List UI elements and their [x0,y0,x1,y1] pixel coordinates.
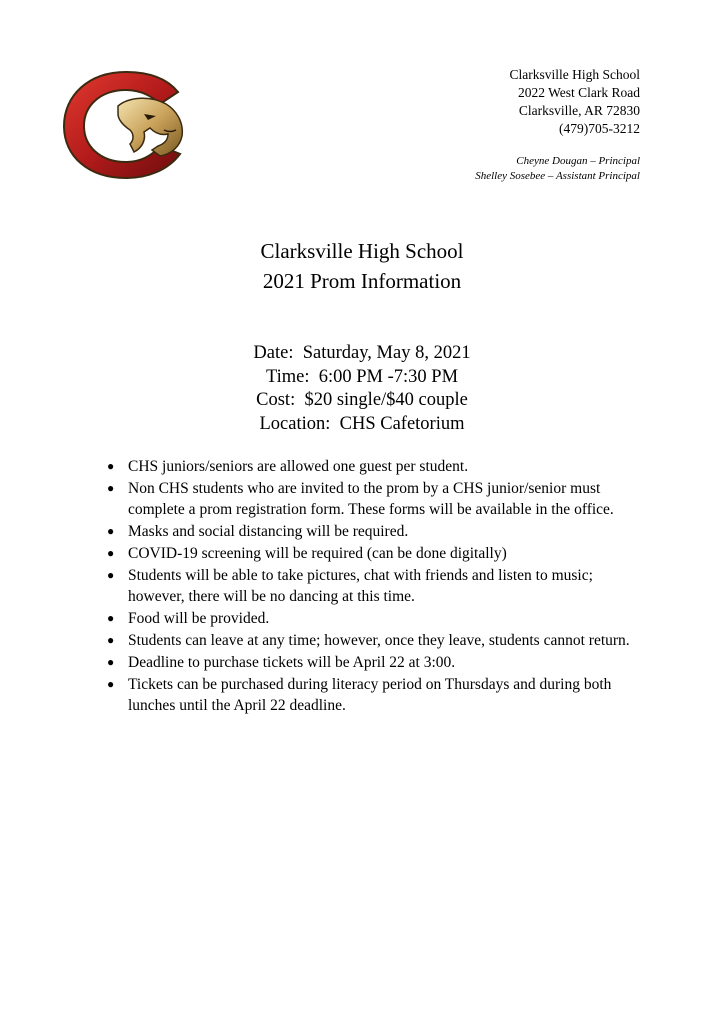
bullet-icon: ● [107,546,115,560]
list-item: ● Students will be able to take pictures, chat with friends and listen to music; however, there will be no dancing at this time. [107,567,593,605]
event-time: Time: 6:00 PM -7:30 PM [265,366,459,387]
list-item: ● Non CHS students who are invited to the prom by a CHS junior/senior must complete a prom registration form. These forms will be available in the office. [107,480,614,518]
event-cost: Cost: $20 single/$40 couple [256,390,468,410]
address-line: 2022 West Clark Road [517,85,640,100]
bullet-icon: ● [107,524,115,538]
list-item: ● Students can leave at any time; however, once they leave, students cannot return. [107,632,630,649]
bullet-icon: ● [107,633,115,647]
assistant-principal: Shelley Sosebee – Assistant Principal [475,170,640,182]
title-event: 2021 Prom Information [262,269,462,293]
principal: Cheyne Dougan – Principal [516,155,640,167]
bullet-icon: ● [107,568,115,582]
list-item: ● Tickets can be purchased during literacy period on Thursdays and during both lunches until the April 22 deadline. [107,676,612,714]
list-item: ● Food will be provided. [107,610,270,627]
list-item: ● CHS juniors/seniors are allowed one guest per student. [107,458,469,475]
event-location: Location: CHS Cafetorium [259,413,465,434]
document-title [0,236,724,296]
event-details [0,342,724,436]
bullet-icon: ● [107,677,115,691]
administrators [475,154,640,184]
bullet-icon: ● [107,481,115,495]
school-address [510,66,641,138]
bullet-icon: ● [107,611,115,625]
list-item: ● COVID-19 screening will be required (can be done digitally) [107,545,507,562]
event-date: Date: Saturday, May 8, 2021 [253,343,471,363]
cougar-c-logo-icon [60,70,188,180]
bullet-icon: ● [107,459,115,473]
phone-number: (479)705-3212 [559,121,640,136]
prom-rules-list [107,456,637,717]
title-school: Clarksville High School [260,239,464,263]
list-item: ● Deadline to purchase tickets will be April 22 at 3:00. [107,654,456,671]
list-item: ● Masks and social distancing will be required. [107,523,409,540]
bullet-icon: ● [107,655,115,669]
address-line: Clarksville High School [509,67,640,82]
address-line: Clarksville, AR 72830 [518,103,640,118]
